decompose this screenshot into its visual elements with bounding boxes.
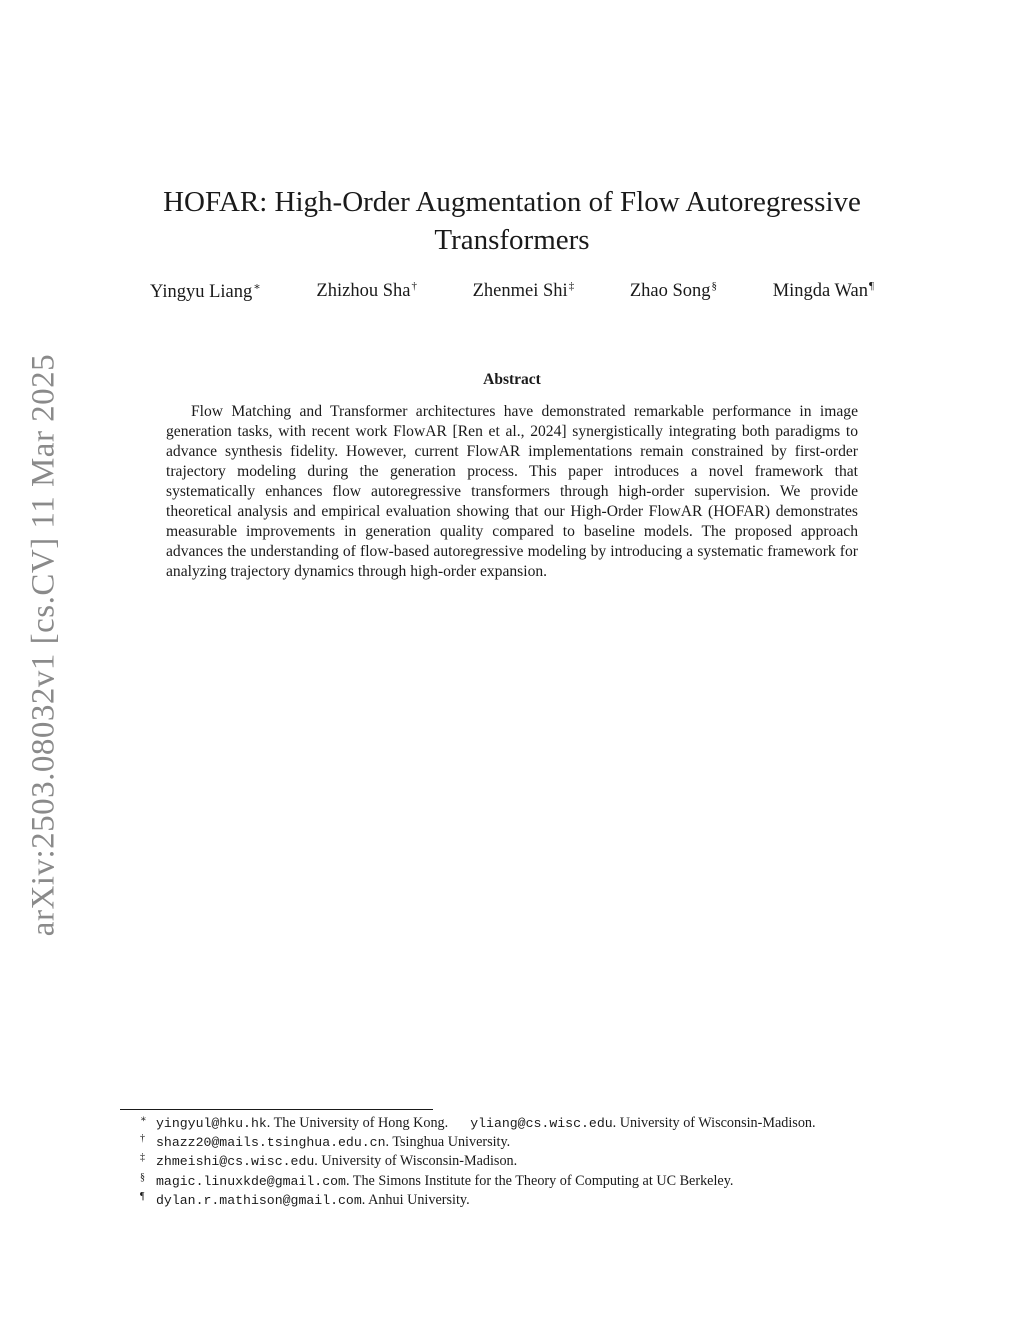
abstract-heading: Abstract xyxy=(483,371,541,388)
abstract-body: Flow Matching and Transformer architectures have demonstrated remarkable performance in image generation tasks, with recent work FlowAR [Ren et al., 2024] synergistically integrating both paradigms to advance synthesis fidelity. However, current FlowAR implementations remain constrained by first-order trajectory modeling during the generation process. This paper introduces a novel framework that systematically enhances flow autoregressive transformers through high-order supervision. We provide theoretical analysis and empirical evaluation showing that our High-Order FlowAR (HOFAR) demonstrates measurable improvements in generation quality compared to baseline models. The proposed approach advances the understanding of flow-based autoregressive modeling by introducing a systematic framework for analyzing trajectory dynamics through high-order expansion. xyxy=(166,403,858,580)
author-yingyu-liang xyxy=(150,280,261,303)
footnote-1 xyxy=(120,1114,900,1133)
footnote-affiliation: . Anhui University. xyxy=(361,1191,470,1208)
footnote-mark: ¶ xyxy=(140,1190,145,1202)
author-footnote-mark: † xyxy=(411,280,417,292)
author-name: Zhenmei Shi xyxy=(472,281,568,301)
footnote-email[interactable]: yingyul@hku.hk xyxy=(156,1116,267,1131)
author-name: Zhizhou Sha xyxy=(316,281,411,301)
footnote-affiliation: . The Simons Institute for the Theory of Computing at UC Berkeley. xyxy=(345,1172,734,1189)
title-line-1: HOFAR: High-Order Augmentation of Flow Autoregressive xyxy=(163,186,861,218)
footnote-email[interactable]: shazz20@mails.tsinghua.edu.cn xyxy=(156,1135,386,1151)
footnotes xyxy=(120,1114,900,1210)
author-footnote-mark: § xyxy=(711,280,718,292)
author-footnote-mark: ∗ xyxy=(253,281,261,293)
footnote-3 xyxy=(120,1152,900,1171)
footnote-mark: § xyxy=(140,1171,145,1183)
paper-title xyxy=(150,183,874,259)
footnote-email[interactable]: zhmeishi@cs.wisc.edu xyxy=(156,1154,315,1170)
author-footnote-mark: ‡ xyxy=(568,280,575,292)
author-list xyxy=(150,280,874,303)
footnote-email-secondary[interactable]: yliang@cs.wisc.edu xyxy=(470,1116,613,1131)
author-mingda-wan xyxy=(773,280,874,303)
author-name: Mingda Wan xyxy=(772,281,869,301)
footnote-5 xyxy=(120,1191,900,1210)
footnote-affiliation: . The University of Hong Kong. xyxy=(266,1115,449,1131)
footnote-email[interactable]: dylan.r.mathison@gmail.com xyxy=(156,1192,362,1208)
author-zhizhou-sha xyxy=(316,280,417,303)
title-line-2: Transformers xyxy=(434,224,590,256)
author-zhenmei-shi xyxy=(473,280,575,303)
footnote-affiliation-secondary: . University of Wisconsin-Madison. xyxy=(612,1115,816,1131)
arxiv-identifier-stamp: arXiv:2503.08032v1 [cs.CV] 11 Mar 2025 xyxy=(25,353,62,937)
author-name: Zhao Song xyxy=(629,281,711,301)
footnote-4 xyxy=(120,1172,900,1191)
footnote-mark: ∗ xyxy=(140,1114,147,1125)
footnote-mark: † xyxy=(140,1133,145,1145)
footnote-email[interactable]: magic.linuxkde@gmail.com xyxy=(156,1173,346,1189)
footnote-divider xyxy=(120,1109,433,1110)
footnote-affiliation: . University of Wisconsin-Madison. xyxy=(314,1153,518,1170)
author-name: Yingyu Liang xyxy=(150,282,253,302)
author-footnote-mark: ¶ xyxy=(869,280,874,292)
author-zhao-song xyxy=(630,280,717,303)
footnote-affiliation: . Tsinghua University. xyxy=(385,1134,511,1151)
footnote-2 xyxy=(120,1133,900,1152)
footnote-mark: ‡ xyxy=(140,1152,145,1164)
